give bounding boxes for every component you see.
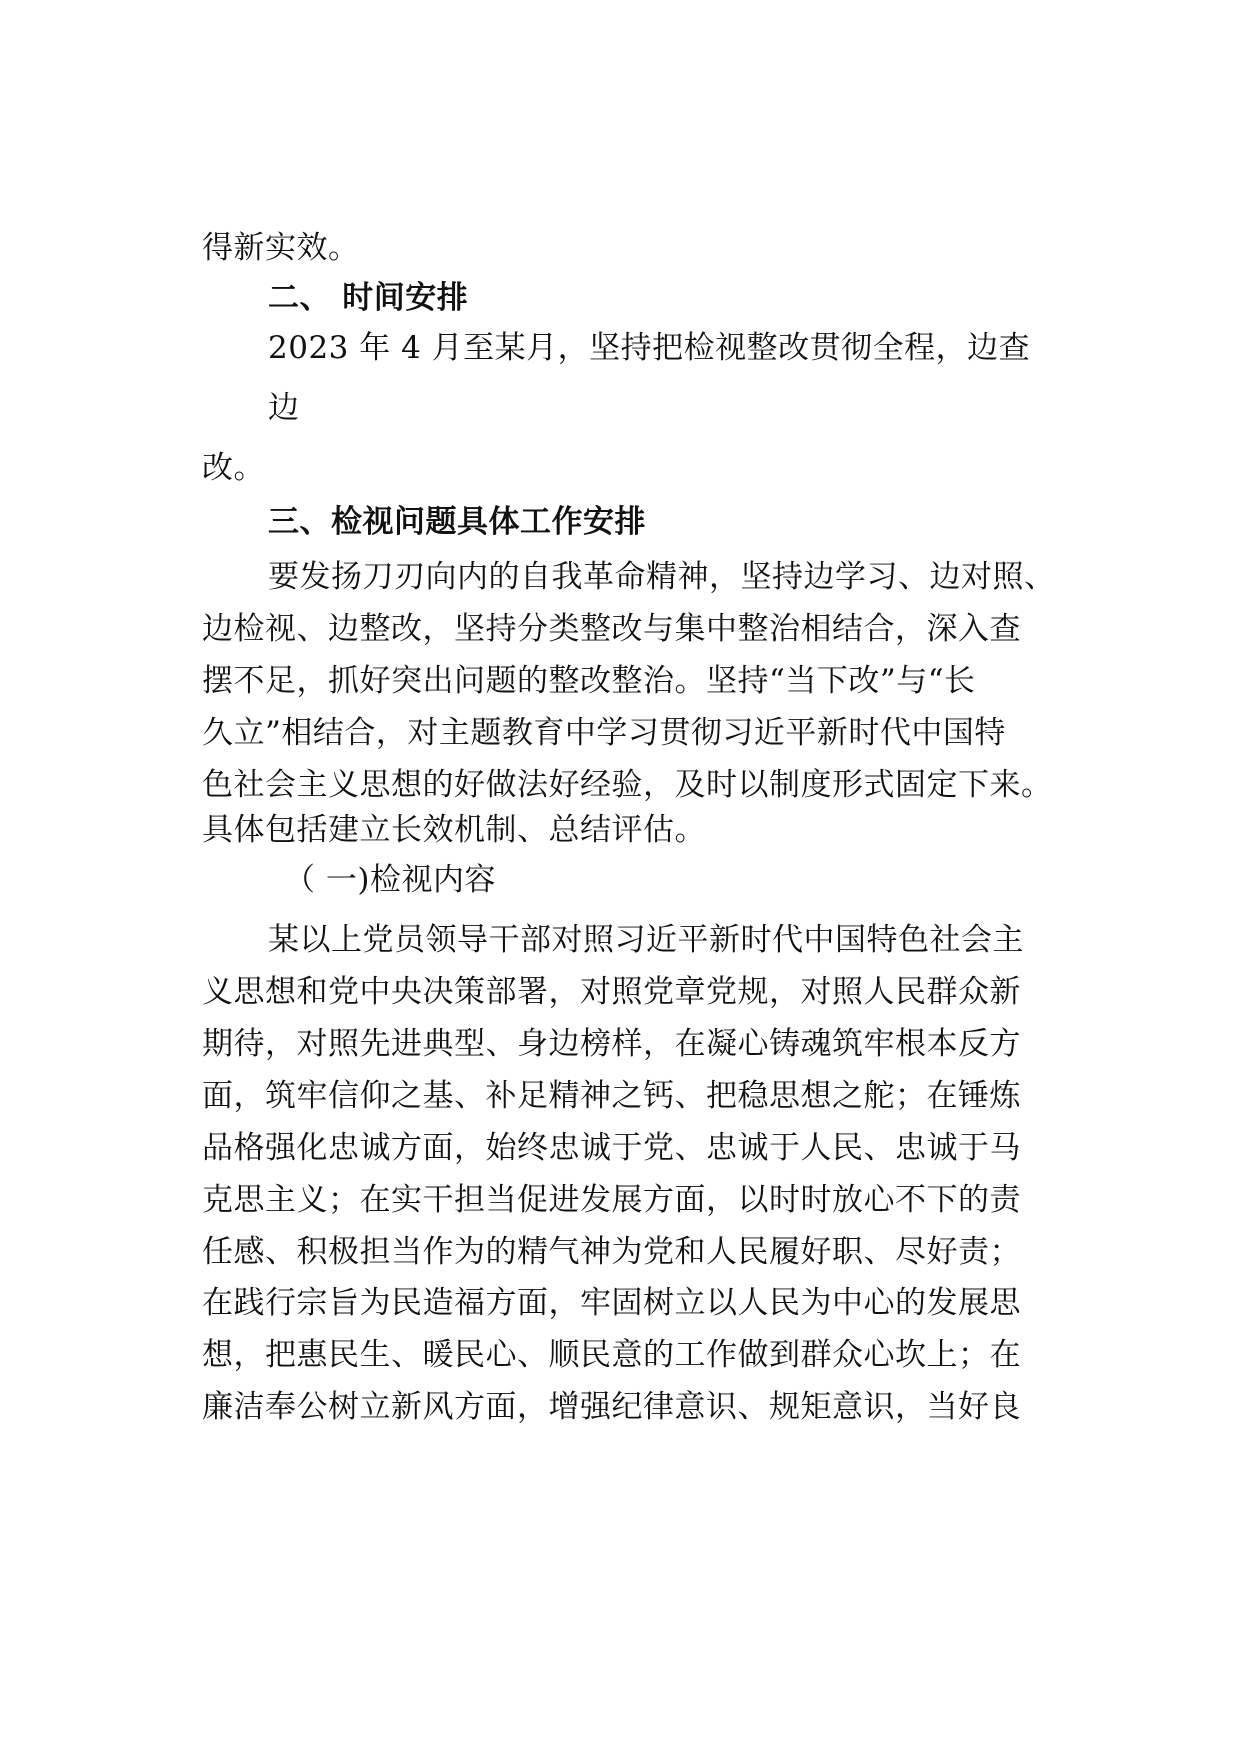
section-heading-schedule: 二、 时间安排 (268, 280, 469, 316)
paragraph-line: 某以上党员领导干部对照习近平新时代中国特色社会主 (268, 922, 1024, 958)
paragraph-line: 期待，对照先进典型、身边榜样，在凝心铸魂筑牢根本反方 (202, 1026, 1021, 1062)
paragraph-line: 久立”相结合，对主题教育中学习贯彻习近平新时代中国特 (202, 715, 1006, 751)
paragraph-line: 边 (268, 390, 300, 426)
paragraph-line: 义思想和党中央决策部署，对照党章党规，对照人民群众新 (202, 974, 1021, 1010)
paragraph-line: 摆不足，抓好突出问题的整改整治。坚持“当下改”与“长 (202, 663, 976, 699)
paragraph-line: 品格强化忠诚方面，始终忠诚于党、忠诚于人民、忠诚于马 (202, 1130, 1021, 1166)
paragraph-line: 具体包括建立长效机制、总结评估。 (202, 812, 706, 848)
subsection-heading-review-content: （ 一)检视内容 (284, 862, 496, 898)
paragraph-line: 廉洁奉公树立新风方面，增强纪律意识、规矩意识，当好良 (202, 1389, 1021, 1425)
paragraph-line: 改。 (202, 450, 265, 486)
paragraph-line: 色社会主义思想的好做法好经验，及时以制度形式固定下来。 (202, 767, 1053, 803)
paragraph-line: 得新实效。 (202, 230, 360, 266)
paragraph-line: 任感、积极担当作为的精气神为党和人民履好职、尽好责； (202, 1234, 1021, 1270)
paragraph-line: 克思主义；在实干担当促进发展方面，以时时放心不下的责 (202, 1182, 1021, 1218)
paragraph-line: 要发扬刀刃向内的自我革命精神，坚持边学习、边对照、 (268, 559, 1056, 595)
paragraph-line: 面，筑牢信仰之基、补足精神之钙、把稳思想之舵；在锤炼 (202, 1078, 1021, 1114)
paragraph-line: 在践行宗旨为民造福方面，牢固树立以人民为中心的发展思 (202, 1285, 1021, 1321)
section-heading-review-arrangement: 三、检视问题具体工作安排 (268, 504, 646, 540)
paragraph-line: 2023 年 4 月至某月，坚持把检视整改贯彻全程，边查 (268, 330, 1031, 366)
paragraph-line: 边检视、边整改，坚持分类整改与集中整治相结合，深入查 (202, 611, 1021, 647)
paragraph-line: 想，把惠民生、暖民心、顺民意的工作做到群众心坎上；在 (202, 1337, 1021, 1373)
